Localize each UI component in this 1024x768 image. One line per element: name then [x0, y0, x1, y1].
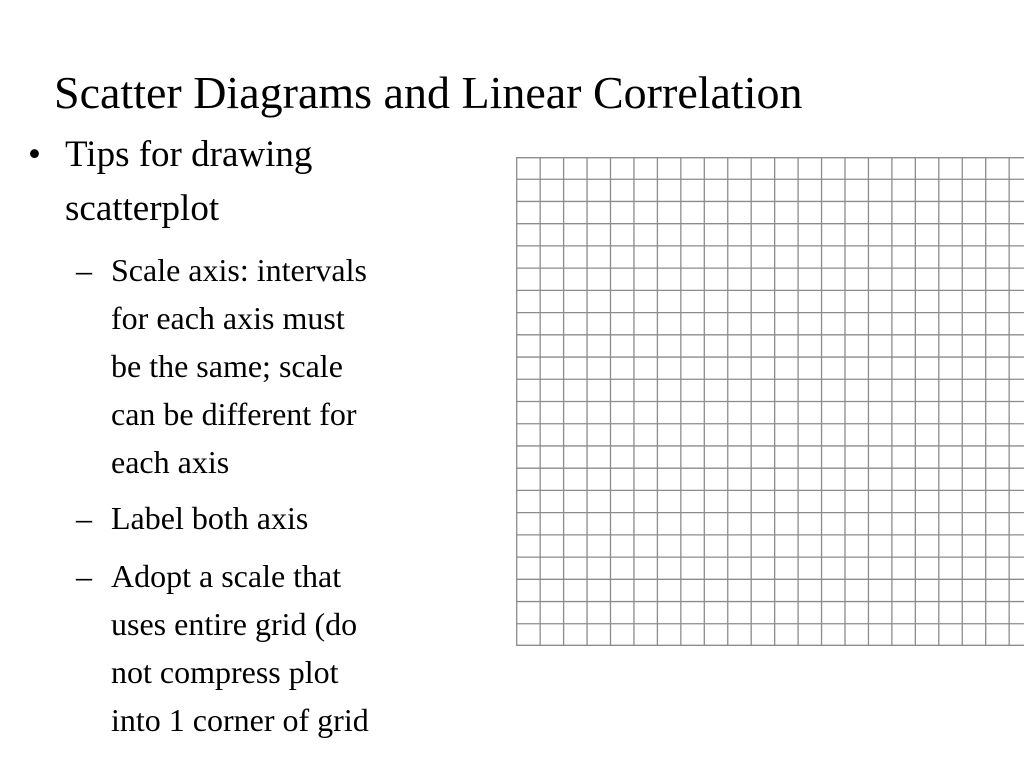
- dash-icon: –: [76, 558, 92, 594]
- bullet-dot-icon: •: [28, 134, 41, 175]
- sub-bullet-line: Adopt a scale that: [111, 558, 342, 594]
- sub-bullet-line: Scale axis: intervals: [111, 252, 367, 288]
- sub-bullet-line: not compress plot: [111, 654, 339, 690]
- sub-bullet-line: each axis: [111, 444, 230, 480]
- sub-bullet-line: for each axis must: [111, 300, 345, 336]
- dash-icon: –: [76, 500, 92, 536]
- bullet-text-line: Tips for drawing: [65, 134, 313, 175]
- bullet-text-line: scatterplot: [65, 188, 220, 229]
- graph-paper-grid: [516, 157, 1024, 646]
- slide-title: Scatter Diagrams and Linear Correlation: [54, 67, 803, 118]
- sub-bullet-line: be the same; scale: [111, 348, 343, 384]
- sub-bullet-line: uses entire grid (do: [111, 606, 358, 642]
- dash-icon: –: [76, 252, 92, 288]
- sub-bullet-line: into 1 corner of grid: [111, 702, 369, 738]
- sub-bullet-line: Label both axis: [111, 500, 309, 536]
- sub-bullet-line: can be different for: [111, 396, 357, 432]
